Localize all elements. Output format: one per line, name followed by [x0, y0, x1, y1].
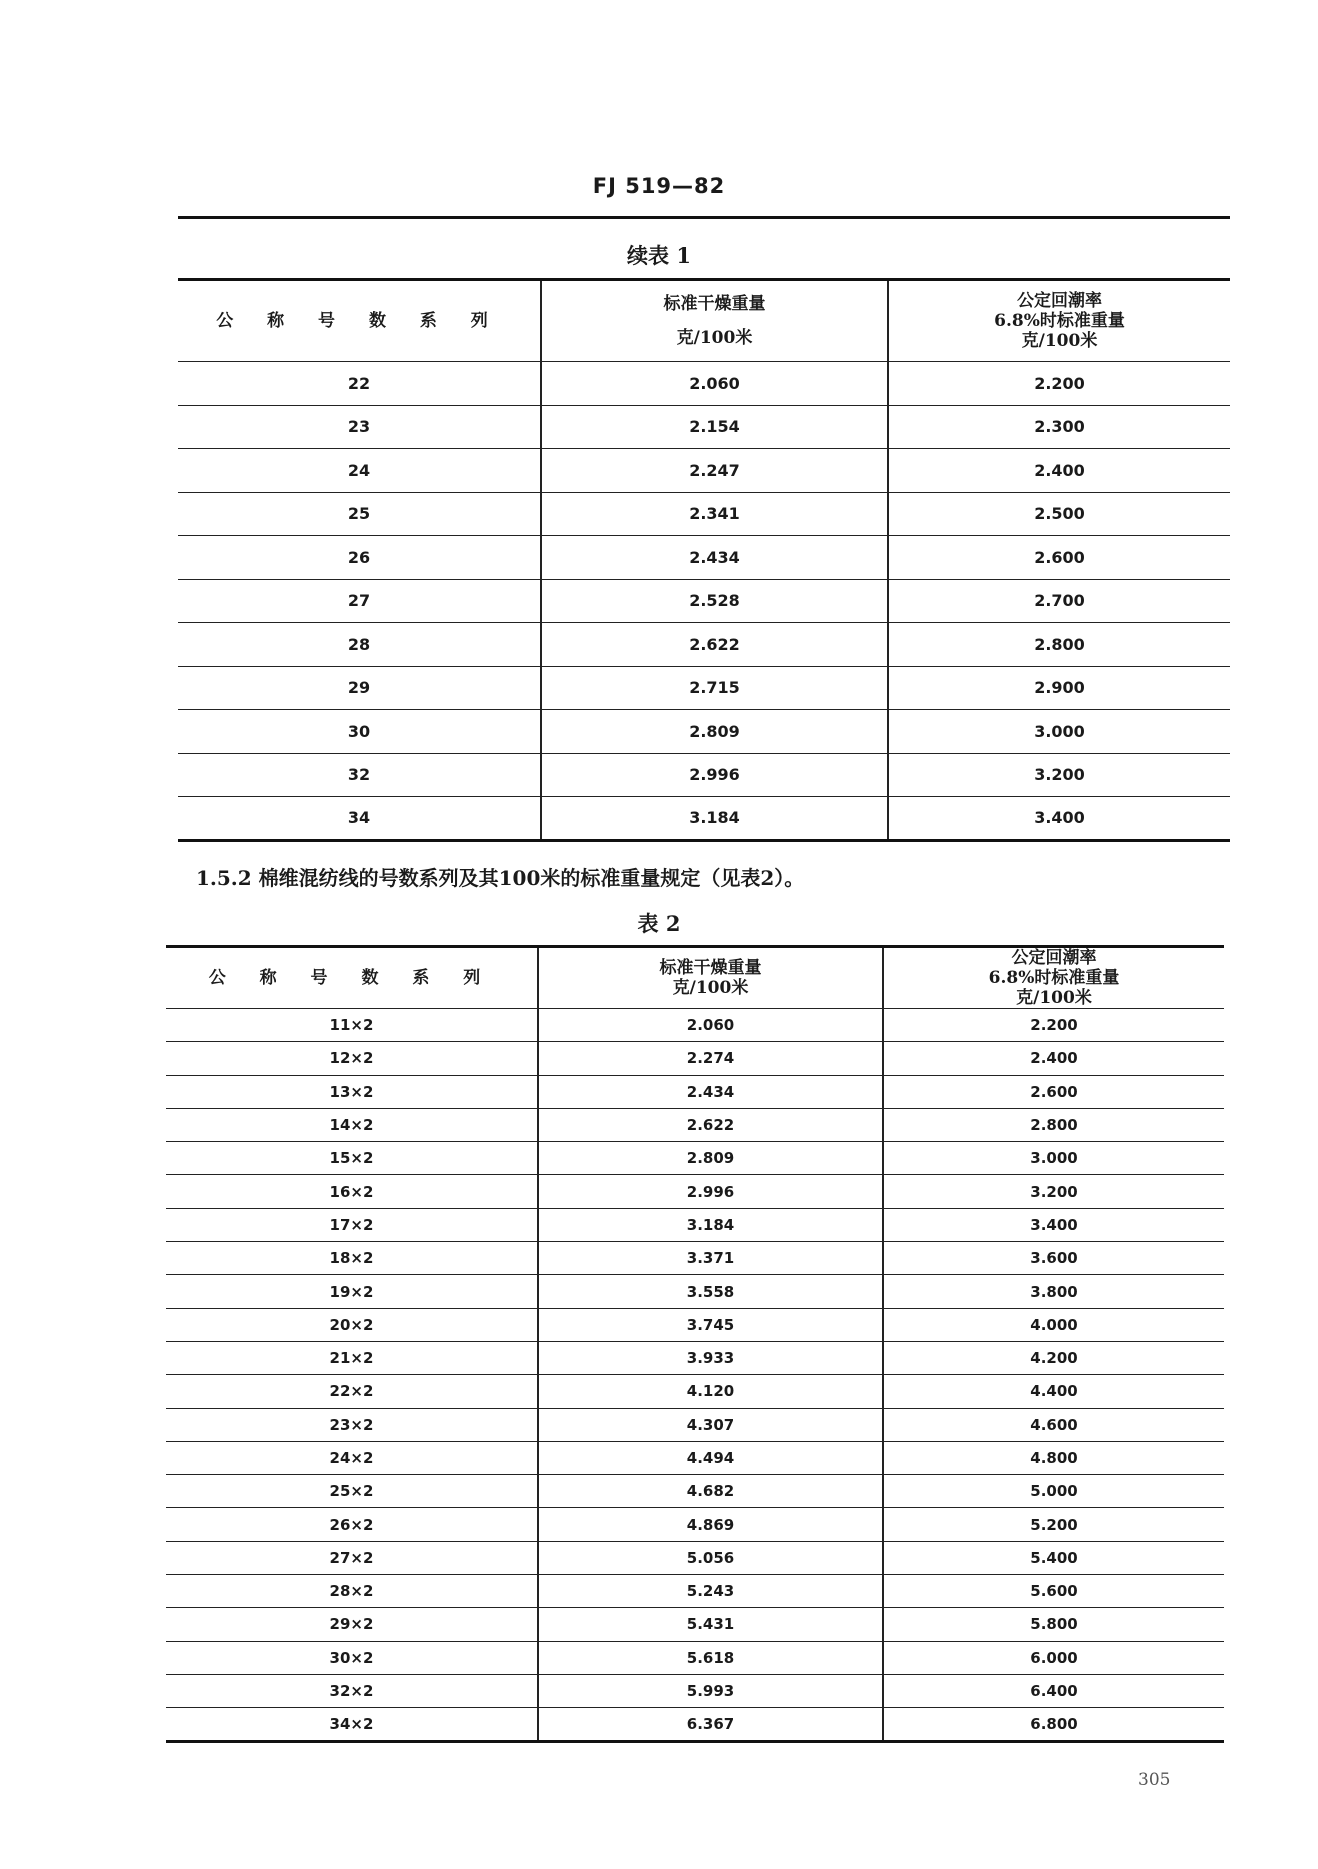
- table-row: [166, 1242, 1224, 1275]
- cell-dry-weight: 2.996: [541, 753, 888, 797]
- cell-series: 30: [178, 710, 541, 754]
- cell-series: 19×2: [166, 1275, 538, 1308]
- cell-series: 23×2: [166, 1408, 538, 1441]
- cell-dry-weight: 4.682: [538, 1475, 883, 1508]
- cell-standard-weight: 3.000: [883, 1142, 1224, 1175]
- cell-standard-weight: 2.200: [888, 362, 1230, 406]
- cell-standard-weight: 5.800: [883, 1608, 1224, 1641]
- cell-standard-weight: 3.000: [888, 710, 1230, 754]
- table-row: [166, 1508, 1224, 1541]
- table2-header-row: [166, 947, 1224, 1009]
- cell-dry-weight: 2.341: [541, 492, 888, 536]
- cell-standard-weight: 2.400: [883, 1042, 1224, 1075]
- table2-header-standard-weight: 公定回潮率 6.8%时标准重量 克/100米: [883, 947, 1224, 1009]
- cell-dry-weight: 5.243: [538, 1575, 883, 1608]
- cell-series: 34×2: [166, 1708, 538, 1741]
- cell-series: 18×2: [166, 1242, 538, 1275]
- cell-dry-weight: 2.715: [541, 666, 888, 710]
- cell-series: 24: [178, 449, 541, 493]
- cell-standard-weight: 4.000: [883, 1308, 1224, 1341]
- table2: [166, 945, 1224, 1743]
- cell-series: 30×2: [166, 1641, 538, 1674]
- cell-standard-weight: 5.400: [883, 1541, 1224, 1574]
- cell-dry-weight: 3.558: [538, 1275, 883, 1308]
- cell-series: 16×2: [166, 1175, 538, 1208]
- cell-dry-weight: 5.618: [538, 1641, 883, 1674]
- cell-standard-weight: 6.000: [883, 1641, 1224, 1674]
- cell-series: 20×2: [166, 1308, 538, 1341]
- cell-dry-weight: 4.120: [538, 1375, 883, 1408]
- table-row: [178, 449, 1230, 493]
- cell-dry-weight: 2.809: [538, 1142, 883, 1175]
- document-code: FJ 519—82: [592, 174, 726, 198]
- cell-standard-weight: 2.900: [888, 666, 1230, 710]
- cell-standard-weight: 2.600: [888, 536, 1230, 580]
- cell-series: 22: [178, 362, 541, 406]
- cell-standard-weight: 3.400: [883, 1208, 1224, 1241]
- cell-standard-weight: 2.300: [888, 405, 1230, 449]
- table2-caption: 表 2: [637, 911, 681, 936]
- cell-standard-weight: 2.200: [883, 1009, 1224, 1042]
- cell-dry-weight: 2.060: [538, 1009, 883, 1042]
- cell-dry-weight: 5.056: [538, 1541, 883, 1574]
- table-row: [166, 1475, 1224, 1508]
- cell-standard-weight: 2.600: [883, 1075, 1224, 1108]
- cell-series: 27: [178, 579, 541, 623]
- cell-dry-weight: 2.434: [541, 536, 888, 580]
- cell-series: 22×2: [166, 1375, 538, 1408]
- cell-dry-weight: 4.494: [538, 1441, 883, 1474]
- cell-series: 28: [178, 623, 541, 667]
- table-row: [166, 1375, 1224, 1408]
- cell-dry-weight: 3.184: [538, 1208, 883, 1241]
- cell-series: 29×2: [166, 1608, 538, 1641]
- cell-standard-weight: 5.000: [883, 1475, 1224, 1508]
- cell-standard-weight: 3.400: [888, 797, 1230, 841]
- table-row: [166, 1608, 1224, 1641]
- header-rule: [178, 216, 1230, 219]
- cell-standard-weight: 3.200: [883, 1175, 1224, 1208]
- table-row: [166, 1275, 1224, 1308]
- cell-standard-weight: 2.400: [888, 449, 1230, 493]
- table-row: [178, 666, 1230, 710]
- cell-series: 27×2: [166, 1541, 538, 1574]
- cell-series: 28×2: [166, 1575, 538, 1608]
- cell-standard-weight: 4.800: [883, 1441, 1224, 1474]
- cell-standard-weight: 3.600: [883, 1242, 1224, 1275]
- table-row: [178, 579, 1230, 623]
- cell-series: 25: [178, 492, 541, 536]
- table1-caption: 续表 1: [627, 243, 691, 268]
- cell-series: 25×2: [166, 1475, 538, 1508]
- cell-dry-weight: 2.247: [541, 449, 888, 493]
- table2-header-dry-weight: 标准干燥重量 克/100米: [538, 947, 883, 1009]
- table-row: [166, 1009, 1224, 1042]
- table-row: [178, 623, 1230, 667]
- table-row: [178, 536, 1230, 580]
- cell-standard-weight: 3.800: [883, 1275, 1224, 1308]
- table-row: [178, 492, 1230, 536]
- cell-dry-weight: 2.809: [541, 710, 888, 754]
- cell-series: 34: [178, 797, 541, 841]
- cell-dry-weight: 4.869: [538, 1508, 883, 1541]
- table-row: [166, 1042, 1224, 1075]
- table-row: [178, 797, 1230, 841]
- cell-standard-weight: 6.800: [883, 1708, 1224, 1741]
- cell-dry-weight: 2.060: [541, 362, 888, 406]
- table1-header-row: [178, 280, 1230, 362]
- table1-header-series: 公 称 号 数 系 列: [178, 280, 541, 362]
- table-row: [178, 405, 1230, 449]
- table-row: [166, 1308, 1224, 1341]
- table-row: [178, 753, 1230, 797]
- cell-dry-weight: 2.154: [541, 405, 888, 449]
- cell-series: 15×2: [166, 1142, 538, 1175]
- cell-series: 26×2: [166, 1508, 538, 1541]
- cell-dry-weight: 2.434: [538, 1075, 883, 1108]
- table-row: [166, 1541, 1224, 1574]
- cell-series: 26: [178, 536, 541, 580]
- cell-series: 14×2: [166, 1108, 538, 1141]
- table1-header-dry-weight: 标准干燥重量 克/100米: [541, 280, 888, 362]
- cell-standard-weight: 5.600: [883, 1575, 1224, 1608]
- cell-standard-weight: 2.500: [888, 492, 1230, 536]
- cell-dry-weight: 6.367: [538, 1708, 883, 1741]
- table-row: [166, 1674, 1224, 1707]
- cell-series: 17×2: [166, 1208, 538, 1241]
- cell-series: 11×2: [166, 1009, 538, 1042]
- table-row: [166, 1408, 1224, 1441]
- cell-standard-weight: 4.600: [883, 1408, 1224, 1441]
- cell-series: 21×2: [166, 1341, 538, 1374]
- table2-header-series: 公 称 号 数 系 列: [166, 947, 538, 1009]
- table-row: [166, 1441, 1224, 1474]
- cell-dry-weight: 3.745: [538, 1308, 883, 1341]
- table-row: [166, 1641, 1224, 1674]
- cell-standard-weight: 2.800: [883, 1108, 1224, 1141]
- table-row: [166, 1142, 1224, 1175]
- cell-series: 32: [178, 753, 541, 797]
- page-number: 305: [1138, 1770, 1171, 1790]
- cell-standard-weight: 2.800: [888, 623, 1230, 667]
- cell-series: 13×2: [166, 1075, 538, 1108]
- cell-dry-weight: 2.528: [541, 579, 888, 623]
- table-row: [178, 710, 1230, 754]
- cell-dry-weight: 2.622: [538, 1108, 883, 1141]
- cell-series: 29: [178, 666, 541, 710]
- table-row: [166, 1075, 1224, 1108]
- cell-dry-weight: 5.993: [538, 1674, 883, 1707]
- table1-header-standard-weight: 公定回潮率 6.8%时标准重量 克/100米: [888, 280, 1230, 362]
- table-row: [166, 1108, 1224, 1141]
- cell-standard-weight: 2.700: [888, 579, 1230, 623]
- cell-standard-weight: 4.400: [883, 1375, 1224, 1408]
- cell-dry-weight: 3.371: [538, 1242, 883, 1275]
- cell-dry-weight: 4.307: [538, 1408, 883, 1441]
- cell-standard-weight: 6.400: [883, 1674, 1224, 1707]
- cell-dry-weight: 3.933: [538, 1341, 883, 1374]
- cell-dry-weight: 3.184: [541, 797, 888, 841]
- table-row: [166, 1175, 1224, 1208]
- table-row: [166, 1575, 1224, 1608]
- cell-dry-weight: 2.996: [538, 1175, 883, 1208]
- cell-series: 23: [178, 405, 541, 449]
- cell-series: 12×2: [166, 1042, 538, 1075]
- table-row: [166, 1708, 1224, 1741]
- section-paragraph: 1.5.2 棉维混纺线的号数系列及其100米的标准重量规定（见表2）。: [196, 866, 805, 890]
- cell-series: 24×2: [166, 1441, 538, 1474]
- table1: [178, 278, 1230, 842]
- cell-standard-weight: 3.200: [888, 753, 1230, 797]
- cell-dry-weight: 5.431: [538, 1608, 883, 1641]
- cell-dry-weight: 2.622: [541, 623, 888, 667]
- cell-standard-weight: 4.200: [883, 1341, 1224, 1374]
- table-row: [166, 1208, 1224, 1241]
- cell-standard-weight: 5.200: [883, 1508, 1224, 1541]
- cell-series: 32×2: [166, 1674, 538, 1707]
- cell-dry-weight: 2.274: [538, 1042, 883, 1075]
- table-row: [178, 362, 1230, 406]
- table-row: [166, 1341, 1224, 1374]
